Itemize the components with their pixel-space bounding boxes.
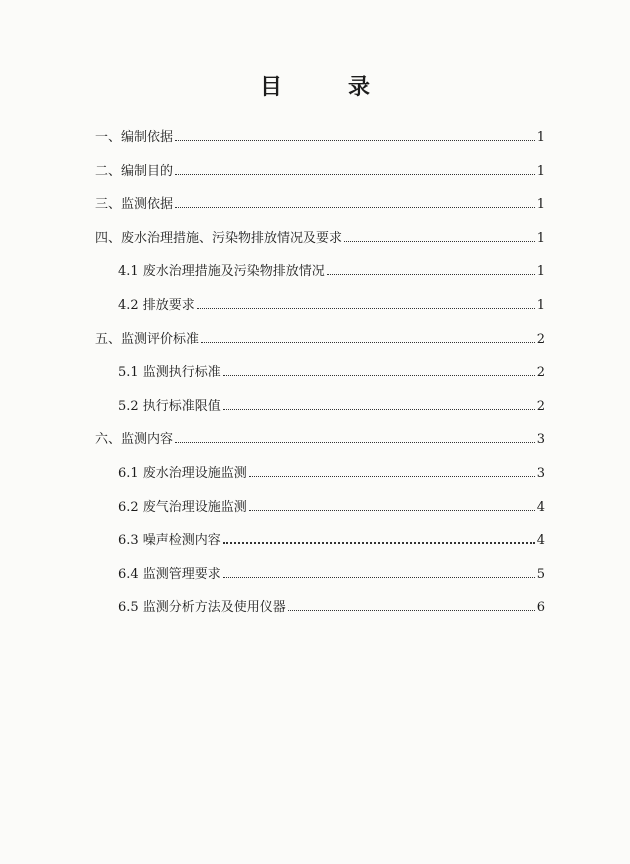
dot-leader [288, 610, 535, 611]
toc-page-number: 2 [536, 331, 545, 347]
toc-entry [95, 229, 545, 263]
dot-leader [175, 140, 535, 141]
toc-entry-label: 4.2 排放要求 [118, 297, 195, 313]
toc-subentry [95, 565, 545, 599]
toc-page-number: 4 [536, 533, 545, 549]
toc-subentry [95, 397, 545, 431]
toc-subentry [95, 531, 545, 565]
toc-entry-label: 二、编制目的 [95, 163, 174, 179]
toc-entry-label: 6.2 废气治理设施监测 [118, 499, 247, 515]
dot-leader [223, 409, 535, 410]
toc-subentry [95, 498, 545, 532]
dot-leader [201, 342, 535, 343]
toc-entry [95, 330, 545, 364]
toc-entry-label: 5.2 执行标准限值 [118, 398, 221, 414]
toc-entry-label: 6.1 废水治理设施监测 [118, 465, 247, 481]
dot-leader [175, 442, 535, 443]
toc-page-number: 2 [536, 398, 545, 414]
toc-entry-label: 6.5 监测分析方法及使用仪器 [118, 600, 286, 616]
dot-leader [249, 510, 535, 511]
toc-page-number: 1 [536, 297, 545, 313]
toc-page-number: 1 [536, 264, 545, 280]
dot-leader [223, 577, 535, 578]
dot-leader [197, 308, 535, 309]
toc-entry [95, 195, 545, 229]
toc-page-number: 3 [536, 432, 545, 448]
toc-entry-label: 4.1 废水治理措施及污染物排放情况 [118, 264, 325, 280]
toc-page-number: 4 [536, 499, 545, 515]
toc-entry-label: 三、监测依据 [95, 197, 174, 213]
toc-subentry [95, 296, 545, 330]
toc-page-number: 1 [536, 130, 545, 145]
toc-subentry [95, 598, 545, 632]
dot-leader [327, 274, 535, 275]
toc-subentry [95, 464, 545, 498]
toc-entry-label: 四、废水治理措施、污染物排放情况及要求 [95, 230, 343, 246]
table-of-contents [95, 128, 545, 632]
toc-subentry [95, 363, 545, 397]
toc-entry-label: 一、编制依据 [95, 130, 174, 145]
toc-entry-label: 五、监测评价标准 [95, 331, 200, 347]
toc-page-number: 3 [536, 465, 545, 481]
dot-leader [175, 174, 535, 175]
dot-leader [223, 375, 535, 376]
toc-page-number: 1 [536, 197, 545, 213]
toc-entry-label: 6.4 监测管理要求 [118, 566, 221, 582]
page-title: 目 录 [259, 74, 392, 100]
toc-entry-label: 5.1 监测执行标准 [118, 365, 221, 381]
toc-page-number: 1 [536, 230, 545, 246]
toc-entry [95, 162, 545, 196]
toc-entry-label: 6.3 噪声检测内容 [118, 533, 221, 549]
toc-page-number: 6 [536, 600, 545, 616]
toc-subentry [95, 262, 545, 296]
toc-page-number: 1 [536, 163, 545, 179]
dot-leader [249, 476, 535, 477]
toc-entry-label: 六、监测内容 [95, 432, 174, 448]
toc-page-number: 2 [536, 365, 545, 381]
dot-leader [344, 241, 535, 242]
toc-entry [95, 128, 545, 162]
dot-leader [223, 542, 535, 544]
toc-page-number: 5 [536, 566, 545, 582]
toc-entry [95, 430, 545, 464]
dot-leader [175, 207, 535, 208]
